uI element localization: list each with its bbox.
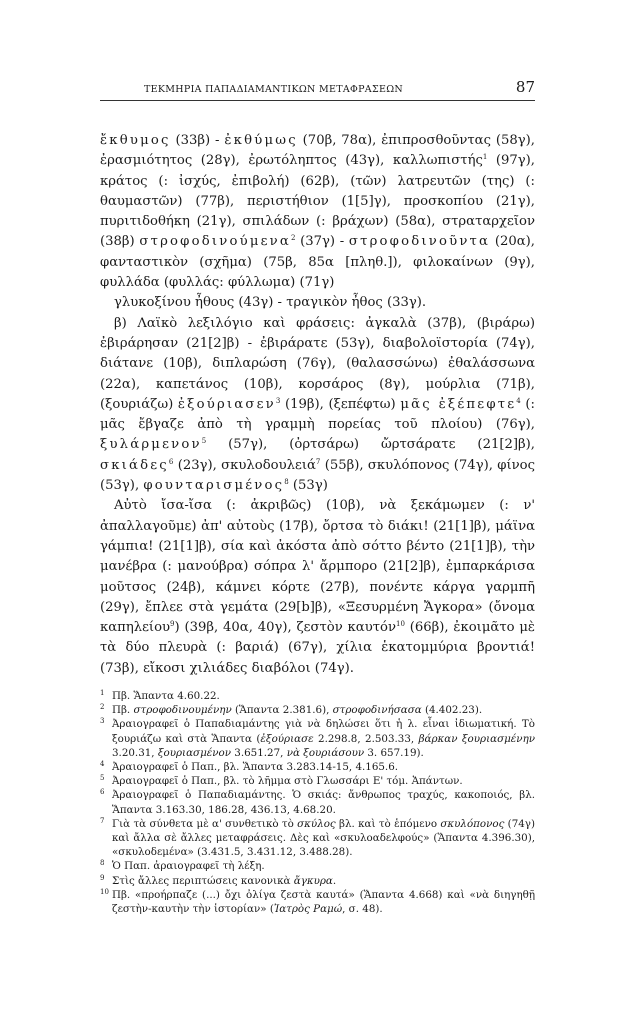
footnote [100, 888, 535, 916]
footnote-text: Ἀραιογραφεῖ ὁ Παπαδιαμάντης γιὰ νὰ δηλώσει ὅτι ἡ λ. εἶναι ἰδιωματική. Τὸ ξουριάζω καὶ στὰ Ἅπαντα ( [112, 718, 535, 745]
footnote-number: 4 [100, 760, 105, 769]
footnote-ref: 1 [482, 153, 488, 162]
footnote-text: σκύλος [297, 817, 336, 830]
footnote-text: στροφοδινήσασα [332, 704, 422, 717]
footnote-text: ἐξούριασε [260, 732, 314, 745]
footnote-ref: 3 [275, 396, 281, 405]
footnote-number: 7 [100, 816, 105, 825]
footnote-number: 9 [100, 873, 105, 882]
paragraph-4: Αὐτὸ ἴσα-ἴσα (: ἀκριβῶς) (10β), νὰ ξεκάμωμεν (: ν' ἀπαλλαγοῦμε) ἀπ' αὐτοὺς (17β), ὄρτσα τὸ διάκι! (21[1]β), μάϊνα γάμπια! (21[1]β), σία καὶ ἀκόστα ἀπὸ σόττο βέντο (21[1]β), τὴν μανέβρα (: μανούβρα) σόπρα λ' ἄρμπορο (21[2]β), ἐμπαρκάρισα μοῦτσος (24β), κάμνει κόρτε (27β), πονέντε κάργα γαρμπῆ (29γ), ἔπλεε στὰ γεμάτα (29[b]β), «Ξεσυρμένη Ἄγκορα» (ὄνομα καπηλείου$^9$) (39β, 40α, 40γ), ζεστὸν καυτόν$^{10}$ (66β), ἐκοιμᾶτο μὲ τὰ δύο πλευρὰ (: βαριά) (67γ), χίλια ἑκατομμύρια βροντιά! (73β), εἴκοσι χιλιάδες διαβόλοι (74γ). [100, 498, 536, 676]
paragraph-2: γλυκοξίνου ἦθους (43γ) - τραγικὸν ἦθος (33γ). [114, 295, 427, 311]
footnote-number: 8 [100, 859, 105, 868]
footnote-text: Ὁ Παπ. ἀραιογραφεῖ τὴ λέξη. [112, 860, 265, 873]
running-title: ΤΕΚΜΗΡΙΑ ΠΑΠΑΔΙΑΜΑΝΤΙΚΩΝ ΜΕΤΑΦΡΑΣΕΩΝ [144, 84, 404, 95]
footnote [100, 817, 535, 860]
page-header [100, 78, 535, 101]
footnote-ref: 6 [168, 457, 174, 466]
footnote-text: ἄγκυρα [293, 874, 333, 887]
footnote-text: Ἀραιογραφεῖ ὁ Παπ., βλ. Ἅπαντα 3.283.14-15, 4.165.6. [112, 761, 399, 774]
footnote-text: Ἰατρὸς Ραμώ [273, 903, 343, 916]
footnote-text: 3. 657.19). [364, 746, 424, 759]
footnote-text: 2.298.8, 2.503.33, [313, 732, 419, 745]
paragraph-1: ἔκθυμος (33β) - ἐκθύμως (70β, 78α), ἐπιπροσθοῦντας (58γ), ἐρασμιότητος (28γ), ἐρωτόληπτος (43γ), καλλωπιστής$^1$ (97γ), κράτος (: ἰσχύς, ἐπιβολή) (62β), (τῶν) λατρευτῶν (της) (: θαυμαστῶν) (77β), περιστήθιον (1[5]γ), προσκοπίου (21γ), πυριτιδοθήκη (21γ), σπιλάδων (: βράχων) (58α), στραταρχεῖον (38β) στροφοδινούμενα$^2$ (37γ) - στροφοδινοῦντα (20α), φανταστικὸν (σχῆμα) (75β, 85α [πληθ.]), φιλοκαίνων (9γ), φυλλάδα (φυλλάς: φύλλωμα) (71γ) [100, 133, 536, 291]
footnote-text: 3.20.31, [112, 746, 158, 759]
footnote [100, 859, 535, 873]
footnote [100, 703, 535, 717]
footnote-text: Γιὰ τὰ σύνθετα μὲ α' συνθετικὸ τὸ [112, 817, 298, 830]
footnote-text: ξουριασμένον [157, 746, 231, 759]
footnote-text: (4.402.23). [421, 704, 483, 717]
footnote-text: 3.651.27, [231, 746, 287, 759]
footnote-text: νὰ ξουριάσουν [286, 746, 365, 759]
footnote-number: 5 [100, 774, 105, 783]
footnote-text: Πβ. [112, 704, 134, 717]
footnote-number: 10 [100, 887, 109, 896]
footnote-ref: 9 [170, 620, 175, 629]
footnote-ref: 4 [516, 396, 521, 405]
footnote [100, 788, 535, 816]
footnote [100, 774, 535, 788]
footnote-text: , σ. 48). [342, 903, 383, 916]
footnote-text: Στὶς ἄλλες περιπτώσεις κανονικὰ [112, 874, 294, 887]
footnote-text: Ἀραιογραφεῖ ὁ Παπαδιαμάντης. Ὁ σκιάς: ἄνθρωπος τραχύς, κακοποιός, βλ. Ἅπαντα 3.163.30, 186.28, 436.13, 4.68.20. [112, 789, 535, 816]
footnote-ref: 7 [315, 457, 321, 466]
footnote-text: βλ. καὶ τὸ ἑπόμενο [335, 817, 441, 830]
footnote-text: Πβ. Ἅπαντα 4.60.22. [112, 690, 220, 703]
footnote-number: 6 [100, 788, 105, 797]
footnote-number: 2 [100, 703, 105, 712]
footnote-ref: 8 [284, 478, 289, 487]
document-page [100, 78, 535, 916]
footnote-number: 1 [100, 689, 105, 698]
footnote [100, 874, 535, 888]
footnote-number: 3 [100, 717, 105, 726]
footnote-text: Ἀραιογραφεῖ ὁ Παπ., βλ. τὸ λῆμμα στὸ Γλωσσάρι Ε' τόμ. Ἁπάντων. [112, 775, 463, 788]
footnote-text: σκυλόπονος [440, 817, 505, 830]
footnote-ref: 5 [201, 437, 207, 446]
page-number: 87 [515, 78, 535, 96]
footnote-text: βάρκαν ξουριασμένην [418, 732, 535, 745]
footnote [100, 689, 535, 703]
footnote-ref: 10 [395, 620, 405, 629]
footnote-text: (74γ) καὶ ἄλλα σὲ ἄλλες μεταφράσεις. Δὲς καὶ «σκυλοαδελφούς» (Ἅπαντα 4.396.30), «σκυλοδεμένα» (3.431.5, 3.431.12, 3.488.28). [112, 817, 535, 859]
footnote-text: . [332, 874, 337, 887]
footnote [100, 717, 535, 760]
footnotes [100, 689, 535, 916]
footnote [100, 760, 535, 774]
footnote-ref: 2 [290, 234, 296, 243]
footnote-text: Πβ. «προήρπαζε (...) ὄχι ὀλίγα ζεστὰ καυτά» (Ἅπαντα 4.668) καὶ «νὰ διηγηθῇ ζεστὴν-καυτὴν τὴν ἱστορίαν» ( [112, 888, 535, 916]
paragraph-3: β) Λαϊκὸ λεξιλόγιο καὶ φράσεις: ἀγκαλὰ (37β), (βιράρω) ἐβιράρησαν (21[2]β) - ἐβιράρατε (53γ), διαβολοϊστορία (74γ), διάτανε (10β), διπλαρώση (76γ), (θαλασσώνω) ἐθαλάσσωνα (22α), καπετάνος (10β), κορσάρος (8γ), μούρλια (71β), (ξουριάζω) ἐξούριασεν$^3$ (19β), (ξεπέφτω) μᾶς ἐξέπεφτε$^4$ (: μᾶς ἔβγαζε ἀπὸ τὴ γραμμὴ πορείας τοῦ πλοίου) (76γ), ξυλάρμενον$^5$ (57γ), (ὀρτσάρω) ὤρτσάρατε (21[2]β), σκιάδες$^6$ (23γ), σκυλοδουλειά$^7$ (55β), σκυλόπονος (74γ), φίνος (53γ), φουνταρισμένος$^8$ (53γ) [100, 315, 536, 494]
body-text [100, 131, 535, 679]
footnote-text: στροφοδινουμένην [133, 704, 232, 717]
footnote-text: (Ἅπαντα 2.381.6), [231, 704, 333, 717]
